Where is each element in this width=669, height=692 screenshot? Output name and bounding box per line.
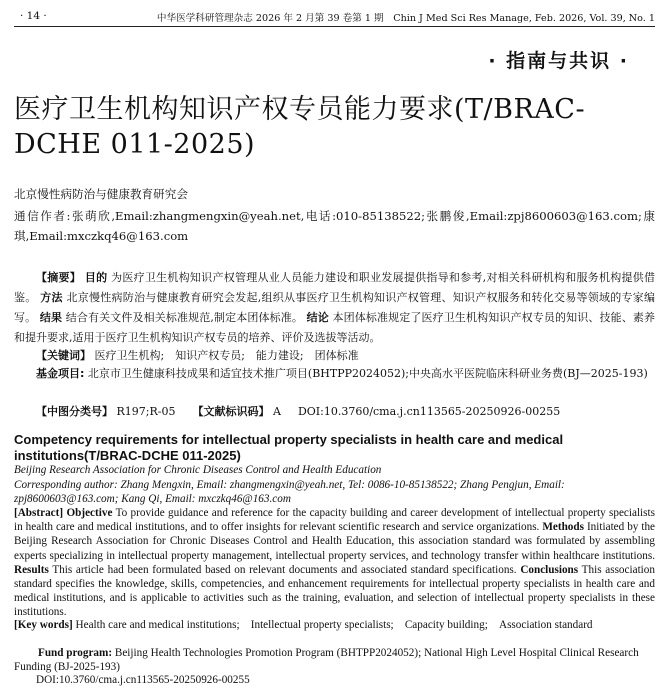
methods-label: 方法 (40, 291, 63, 304)
doc-code-label: 【文献标识码】 (192, 405, 270, 418)
en-methods-text: Initiated by the Beijing Research Association for Chronic Diseases Control and Health Education, this association standard was formulated by assembling experts specializing in intellectual property management, intellectual property services, and technology transfer within healthcare institutions. (14, 521, 656, 562)
methods-text: 北京慢性病防治与健康教育研究会发起,组织从事医疗卫生机构知识产权管理、知识产权服务和转化交易等领域的专家编写。 (14, 291, 655, 324)
author-organization: 北京慢性病防治与健康教育研究会 (14, 187, 188, 201)
conclusions-label: 结论 (306, 311, 329, 324)
keywords-label: 【关键词】 (36, 349, 91, 362)
en-keywords-label: [Key words] (14, 619, 73, 631)
keywords-text: 医疗卫生机构; 知识产权专员; 能力建设; 团体标准 (94, 349, 359, 362)
doi-cn: DOI:10.3760/cma.j.cn113565-20250926-00255 (297, 405, 561, 418)
en-abstract-label: [Abstract] (14, 507, 64, 519)
en-methods-label: Methods (542, 521, 584, 534)
journal-citation-line: 中华医学科研管理杂志 2026 年 2 月第 39 卷第 1 期 Chin J Med Sci Res Manage, Feb. 2026, Vol. 39, No. 1 (156, 13, 655, 24)
keywords-cn (14, 346, 655, 366)
en-results-text: This article had been formulated based on relevant documents and associated standard specifications. (52, 563, 517, 576)
doc-code-value: A (272, 405, 281, 418)
en-conclusions-text: This association standard specifies the knowledge, skills, competencies, and enhancement requirements for intellectual property specialists in health care and medical institutions, and is applicable to activities such as the training, evaluation, and selection of intellectual property specialists in these institutions. (14, 563, 655, 619)
abstract-cn (14, 268, 655, 348)
objective-label: 目的 (84, 271, 108, 284)
results-text: 结合有关文件及相关标准规范,制定本团体标准。 (65, 311, 303, 324)
abstract-label: 【摘要】 (36, 271, 82, 284)
en-keywords-text: Health care and medical institutions; Intellectual property specialists; Capacity building; Association standard (75, 619, 593, 631)
page-number: · 14 · (20, 10, 47, 22)
article-title: 医疗卫生机构知识产权专员能力要求(T/BRAC-DCHE 011-2025) (14, 94, 586, 160)
english-correspondence: Corresponding author: Zhang Mengxin, Email: zhangmengxin@yeah.net, Tel: 0086-10-85138522; Zhang Pengjun, Email: zpj8600603@163.com; Kang Qi, Email: mxczkq46@163.com (14, 479, 565, 506)
english-fund (14, 646, 655, 674)
clc-value: R197;R-05 (116, 405, 176, 418)
english-keywords (14, 618, 655, 632)
correspondence-info: 通信作者:张萌欣,Email:zhangmengxin@yeah.net,电话:010-85138522;张鹏俊,Email:zpj8600603@163.com;康琪,Email:mxczkq46@163.com (14, 209, 655, 243)
en-objective-label: Objective (66, 507, 113, 519)
en-conclusions-label: Conclusions (520, 563, 579, 576)
english-doi: DOI:10.3760/cma.j.cn113565-20250926-00255 (36, 674, 250, 686)
results-label: 结果 (39, 311, 63, 324)
classification-line (14, 402, 655, 422)
english-organization: Beijing Research Association for Chronic Diseases Control and Health Education (14, 464, 382, 476)
en-fund-label: Fund program: (38, 647, 113, 659)
objective-text: 为医疗卫生机构知识产权管理从业人员能力建设和职业发展提供指导和参考,对相关科研机构和服务机构提供借鉴。 (14, 271, 656, 304)
fund-label: 基金项目: (36, 367, 85, 380)
section-label: · 指南与共识 · (488, 50, 629, 72)
en-fund-text: Beijing Health Technologies Promotion Program (BHTPP2024052); National High Level Hospital Clinical Research Funding (BJ-2025-193) (14, 647, 639, 674)
conclusions-text: 本团体标准规定了医疗卫生机构知识产权专员的知识、技能、素养和提升要求,适用于医疗卫生机构知识产权专员的培养、评价及选拔等活动。 (14, 311, 655, 344)
running-header (14, 8, 655, 27)
fund-text: 北京市卫生健康科技成果和适宜技术推广项目(BHTPP2024052);中央高水平医院临床科研业务费(BJ—2025-193) (87, 367, 648, 380)
english-abstract (14, 506, 655, 620)
english-title: Competency requirements for intellectual property specialists in health care and medical institutions(T/BRAC-DCHE 011-2025) (14, 432, 564, 463)
fund-cn (14, 364, 655, 384)
en-objective-text: To provide guidance and reference for the capacity building and career development of intellectual property specialists in health care and medical institutions, and to offer insights for relevant scientific research and service organizations. (14, 507, 655, 534)
en-results-label: Results (14, 563, 49, 576)
clc-label: 【中图分类号】 (36, 405, 113, 418)
